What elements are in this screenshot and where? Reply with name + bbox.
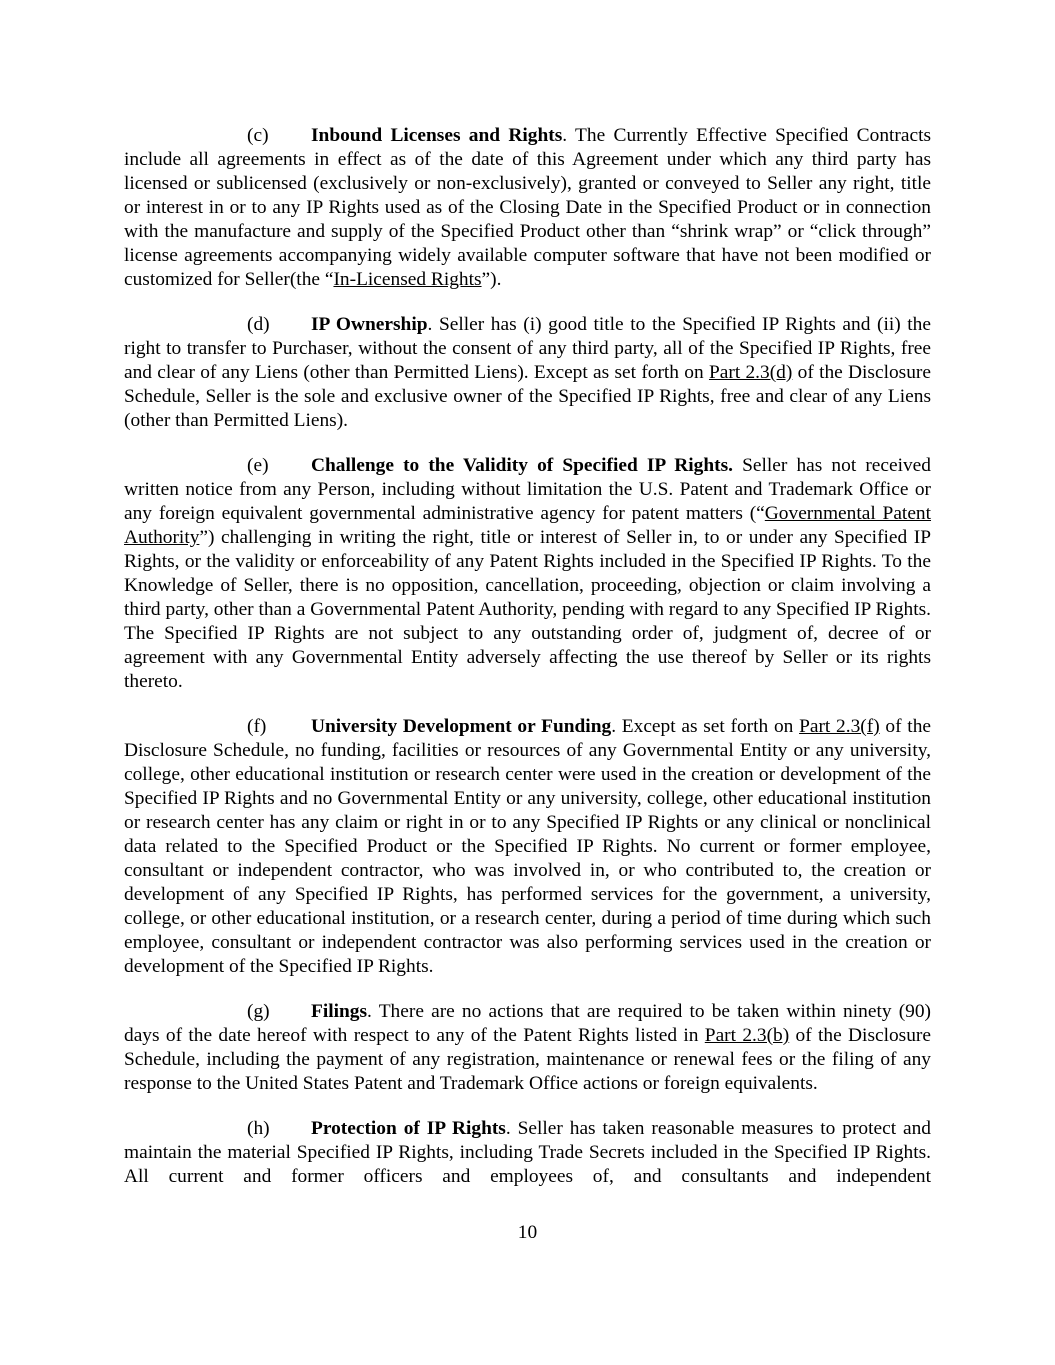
section-text: of the Disclosure Schedule, Seller is the sole and exclusive owner of the Specified IP Rights, free and clear of any Liens (other than Permitted Liens). (124, 362, 931, 431)
section-text: Seller has not received written notice from any Person, including without limitation the U.S. Patent and Trademark Office or any foreign equivalent governmental administrative agency for patent matters (“ (124, 455, 931, 524)
section-text: of the Disclosure Schedule, including the payment of any registration, maintenance or renewal fees or the filing of any response to the United States Patent and Trademark Office actions or foreign equivalents. (124, 1025, 931, 1094)
section-label: (d) (247, 314, 270, 335)
section-heading: University Development or Funding (311, 716, 612, 737)
section-label: (f) (247, 716, 267, 737)
section-label: (e) (247, 455, 269, 476)
section-heading: Filings (311, 1001, 368, 1022)
cross-reference: Part 2.3(d) (708, 362, 793, 383)
section-h (124, 1117, 931, 1189)
section-f (124, 715, 931, 979)
section-text: . Seller has taken reasonable measures to protect and maintain the material Specified IP Rights, including Trade Secrets included in the Specified IP Rights. All current and former officers and employees of, and consultants and independent (124, 1118, 931, 1187)
document-page (124, 124, 931, 1210)
section-label: (h) (247, 1118, 270, 1139)
section-text: of the Disclosure Schedule, no funding, facilities or resources of any Governmental Entity or any university, college, other educational institution or research center were used in the creation or development of the Specified IP Rights and no Governmental Entity or any university, college, other educational institution or research center has any claim or right in or to any Specified IP Rights or any clinical or nonclinical data related to the Specified Product or the Specified IP Rights. No current or former employee, consultant or independent contractor, who was involved in, or who contributed to, the creation or development of any Specified IP Rights, has performed services for the government, a university, college, or other educational institution, or a research center, during a period of time during which such employee, consultant or independent contractor was also performing services used in the creation or development of the Specified IP Rights. (124, 716, 931, 977)
section-text: ”) challenging in writing the right, title or interest of Seller in, to or under any Specified IP Rights, or the validity or enforceability of any Patent Rights included in the Specified IP Rights. To the Knowledge of Seller, there is no opposition, cancellation, proceeding, objection or claim involving a third party, other than a Governmental Patent Authority, pending with regard to any Specified IP Rights. The Specified IP Rights are not subject to any outstanding order of, judgment of, decree of or agreement with any Governmental Entity adversely affecting the use thereof by Seller or its rights thereto. (124, 527, 931, 692)
section-label: (g) (247, 1001, 270, 1022)
section-heading: Protection of IP Rights (311, 1118, 506, 1139)
section-text: . There are no actions that are required to be taken within ninety (90) days of the date hereof with respect to any of the Patent Rights listed in (124, 1001, 931, 1046)
cross-reference: Part 2.3(f) (799, 716, 880, 737)
cross-reference: Part 2.3(b) (704, 1025, 790, 1046)
section-e (124, 454, 931, 694)
section-g (124, 1000, 931, 1096)
section-text: . The Currently Effective Specified Contracts include all agreements in effect as of the date of this Agreement under which any third party has licensed or sublicensed (exclusively or non-exclusively), granted or conveyed to Seller any right, title or interest in or to any IP Rights used as of the Closing Date in the Specified Product or in connection with the manufacture and supply of the Specified Product other than “shrink wrap” or “click through” license agreements accompanying widely available computer software that have not been modified or customized for Seller(the “ (124, 125, 932, 290)
section-text: . Seller has (i) good title to the Specified IP Rights and (ii) the right to transfer to Purchaser, without the consent of any third party, all of the Specified IP Rights, free and clear of any Liens (other than Permitted Liens). Except as set forth on (124, 314, 931, 383)
page-number: 10 (517, 1222, 538, 1243)
section-heading: IP Ownership (311, 314, 428, 335)
section-label: (c) (247, 125, 269, 146)
defined-term: In-Licensed Rights (333, 269, 482, 290)
section-d (124, 313, 931, 433)
defined-term: Governmental Patent Authority (124, 503, 932, 548)
section-heading: Inbound Licenses and Rights (311, 125, 563, 146)
section-heading: Challenge to the Validity of Specified IP Rights. (311, 455, 734, 476)
section-text: ”). (481, 269, 502, 290)
section-c (124, 124, 931, 292)
section-text: . Except as set forth on (611, 716, 800, 737)
